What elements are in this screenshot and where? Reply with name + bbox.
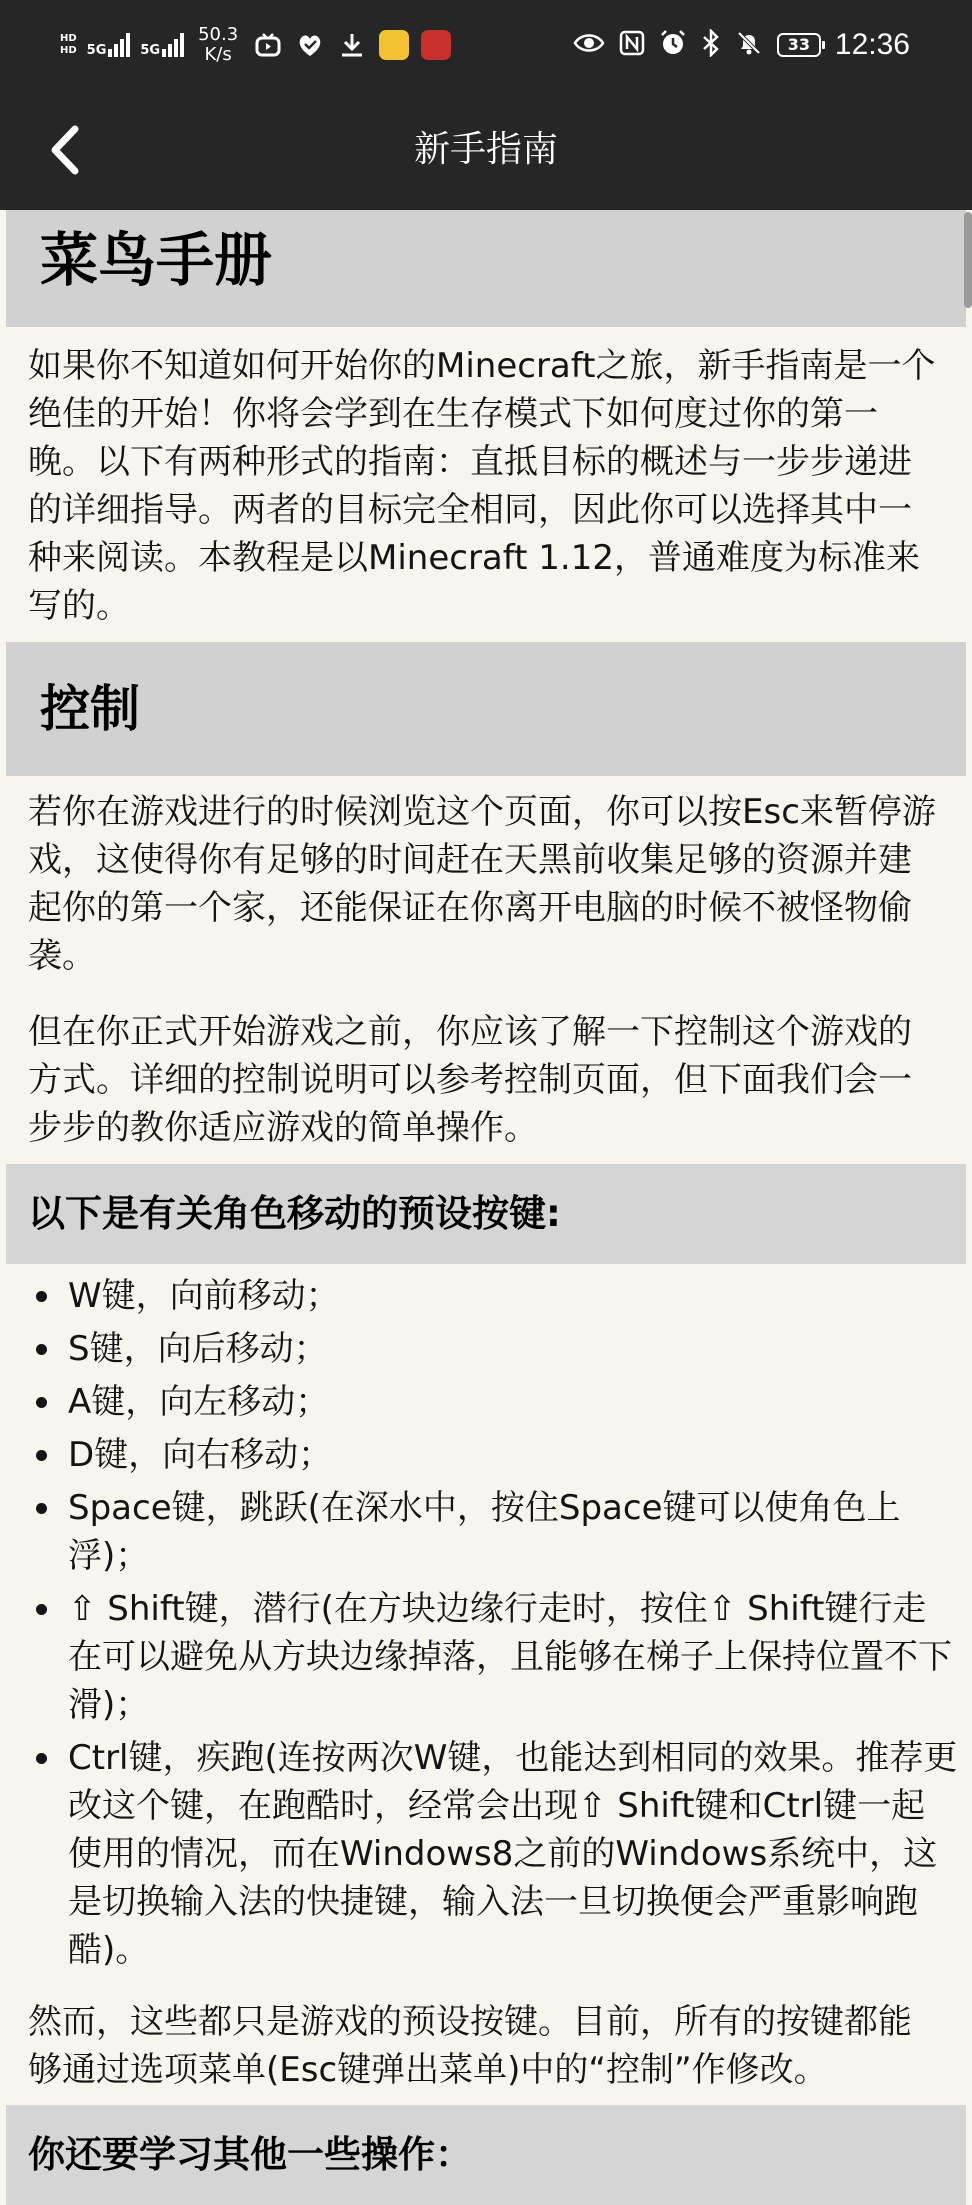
page-title: 新手指南 [413,129,558,170]
list-item-text: Ctrl键，疾跑(连按两次W键，也能达到相同的效果。推荐更改这个键，在跑酷时，经常会出现⇧ Shift键和Ctrl键一起使用的情况，而在Windows8之前的Windows系统中，这是切换输入法的快捷键，输入法一旦切换便会严重影响跑酷)。 [68,1738,958,1970]
control-paragraph-1: 若你在游戏进行的时候浏览这个页面，你可以按Esc来暂停游戏，这使得你有足够的时间赶在天黑前收集足够的资源并建起你的第一个家，还能保证在你离开电脑的时候不被怪物偷袭。 [28,792,936,976]
bullet-icon [36,1291,47,1302]
scrollbar-thumb[interactable] [964,212,972,308]
bullet-icon [36,1753,47,1764]
article-title-bar [6,210,966,327]
app-notification-yellow-icon [378,29,410,61]
after-keys-paragraph: 然而，这些都只是游戏的预设按键。目前，所有的按键都能够通过选项菜单(Esc键弹出菜单)中的“控制”作修改。 [28,2002,912,2090]
next-heading: 你还要学习其他一些操作： [28,2133,472,2176]
list-item-text: A键，向左移动； [68,1382,330,1422]
control-heading: 控制 [40,680,140,738]
bullet-icon [36,1397,47,1408]
bullet-icon [36,1344,47,1355]
list-item [28,1734,958,1974]
bullet-icon [36,1503,47,1514]
nfc-icon [619,30,645,60]
intro-paragraph: 如果你不知道如何开始你的Minecraft之旅，新手指南是一个绝佳的开始！你将会学到在生存模式下如何度过你的第一晚。以下有两种形式的指南：直抵目标的概述与一步步递进的详细指导。两者的目标完全相同，因此你可以选择其中一种来阅读。本教程是以Minecraft 1.12，普通难度为标准来写的。 [28,346,936,626]
list-item-text: Space键，跳跃(在深水中，按住Space键可以使角色上浮)； [68,1488,901,1576]
status-bar-right [573,20,910,70]
hd-label-top: HD [60,33,77,44]
next-heading-bar [6,2105,966,2205]
clock: 12:36 [834,28,910,61]
status-bar-left [60,20,452,70]
app-notification-red-icon [420,29,452,61]
movement-key-list [28,1272,958,1979]
article-title: 菜鸟手册 [40,226,273,294]
battery-indicator: 33 [777,33,821,57]
list-item-text: ⇧ Shift键，潜行(在方块边缘行走时，按住⇧ Shift键行走在可以避免从方块边缘掉落，且能够在梯子上保持位置不下滑)； [68,1589,952,1725]
alarm-icon [659,29,687,61]
bullet-icon [36,1450,47,1461]
network-type-1: 5G [86,43,107,58]
app-bar [0,90,972,210]
list-item [28,1431,958,1479]
eye-icon [573,31,605,59]
signal-bars-1-icon [108,33,130,57]
movement-heading: 以下是有关角色移动的预设按键: [28,1192,561,1235]
download-icon [336,29,368,61]
signal-1 [87,33,131,57]
list-item [28,1585,958,1729]
tv-app-icon [252,29,284,61]
hd-label-bottom: HD [60,45,77,56]
bullet-icon [36,1604,47,1615]
bluetooth-icon [701,29,721,61]
network-speed-value: 50.3 [198,24,239,45]
network-speed-unit: K/s [204,44,232,65]
control-paragraph-2: 但在你正式开始游戏之前，你应该了解一下控制这个游戏的方式。详细的控制说明可以参考控制页面，但下面我们会一步步的教你适应游戏的简单操作。 [28,1012,912,1148]
signal-bars-2-icon [162,33,184,57]
status-bar [0,0,972,90]
heart-shield-icon [294,29,326,61]
control-heading-bar [6,642,966,776]
movement-heading-bar [6,1164,966,1264]
network-speed [194,25,242,65]
list-item-text: D键，向右移动； [68,1435,333,1475]
hd-indicator [60,33,77,57]
list-item [28,1484,958,1580]
network-type-2: 5G [140,43,161,58]
list-item [28,1272,958,1320]
list-item-text: W键，向前移动； [68,1276,340,1316]
list-item-text: S键，向后移动； [68,1329,328,1369]
signal-2 [140,33,184,57]
list-item [28,1325,958,1373]
list-item [28,1378,958,1426]
mute-bell-icon [735,29,763,61]
